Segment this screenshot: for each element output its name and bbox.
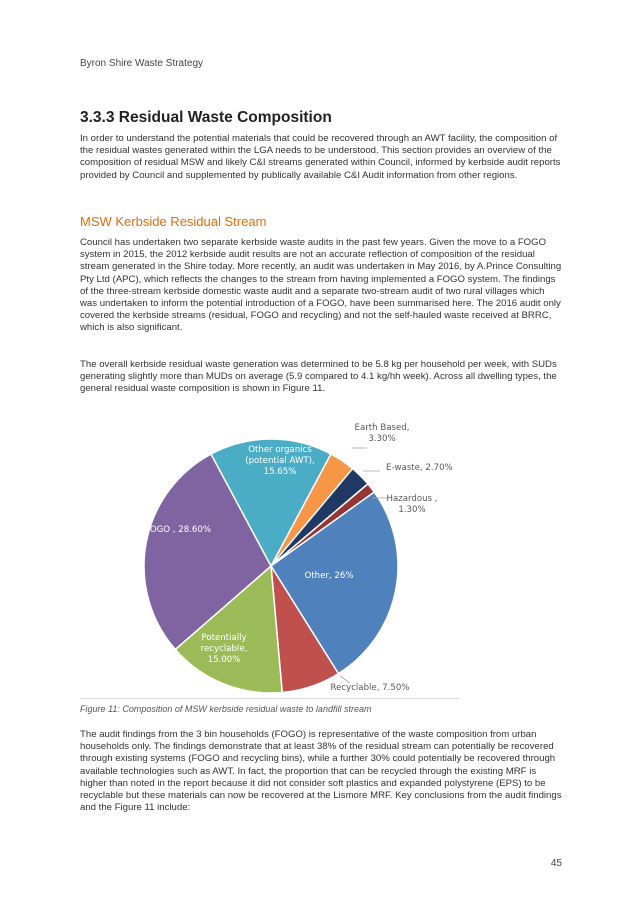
figure-caption: Figure 11: Composition of MSW kerbside residual waste to landfill stream — [80, 704, 372, 714]
page-number: 45 — [550, 858, 562, 869]
pie-chart — [80, 418, 480, 698]
intro-paragraph: In order to understand the potential materials that could be recovered through an AWT facility, the composition of the residual wastes generated within the LGA needs to be understood. This section provides an overview of the composition of residual MSW and likely C&I streams generated within Council, informed by kerbside audit reports provided by Council and supplemented by publically available C&I Audit information from other regions. — [80, 133, 561, 181]
slice-label: FOGO , 28.60% — [144, 525, 212, 535]
kerbside-audit-paragraph: Council has undertaken two separate kerbside waste audits in the past few years. Given the move to a FOGO system in 2015, the 2012 kerbside audit results are not an accurate reflection of composition of the residual stream generated in the Shire today. More recently, an audit was undertaken in May 2016, by A.Prince Consulting Pty Ltd (APC), which reflects the changes to the stream from having implemented a FOGO system. The findings of the three-stream kerbside domestic waste audit and a separate two-stream audit of two rural villages which was undertaken to inform the potential introduction of a FOGO, have been summarised here. The 2016 audit only covered the kerbside streams (residual, FOGO and recycling) and not the self-hauled waste received at BRRC, which is also significant. — [80, 237, 562, 334]
generation-paragraph: The overall kerbside residual waste generation was determined to be 5.8 kg per household per week, with SUDs generating slightly more than MUDs on average (5.9 compared to 4.1 kg/hh week). Across all dwelling types, the general residual waste composition is shown in Figure 11. — [80, 359, 557, 395]
running-header: Byron Shire Waste Strategy — [80, 58, 204, 69]
label-leader-line — [340, 676, 350, 683]
slice-label: Hazardous , 1.30% — [386, 494, 438, 515]
slice-label: Potentially recyclable, 15.00% — [200, 633, 248, 665]
subsection-title: MSW Kerbside Residual Stream — [80, 214, 267, 229]
slice-label: Other organics (potential AWT), 15.65% — [245, 445, 315, 477]
audit-findings-paragraph: The audit findings from the 3 bin households (FOGO) is representative of the waste composition from urban households only. The findings demonstrate that at least 38% of the residual stream can potentially be recovered through existing systems (FOGO and recycling bins), while a further 30% could potentially be recovered through available technologies such as AWT. In fact, the proportion that can be recycled through the existing MRF is higher than noted in the report because it did not consider soft plastics and expanded polystyrene (EPS) to be recyclable but these materials can now be recovered at the Lismore MRF. Key conclusions from the audit findings and the Figure 11 include: — [80, 729, 562, 814]
slice-label: Recyclable, 7.50% — [330, 683, 410, 693]
section-title: 3.3.3 Residual Waste Composition — [80, 109, 332, 126]
slice-label: Earth Based, 3.30% — [354, 423, 410, 444]
caption-divider — [80, 698, 460, 699]
pie-chart-svg — [80, 418, 480, 698]
slice-label: E-waste, 2.70% — [386, 463, 453, 473]
slice-label: Other, 26% — [304, 571, 354, 581]
